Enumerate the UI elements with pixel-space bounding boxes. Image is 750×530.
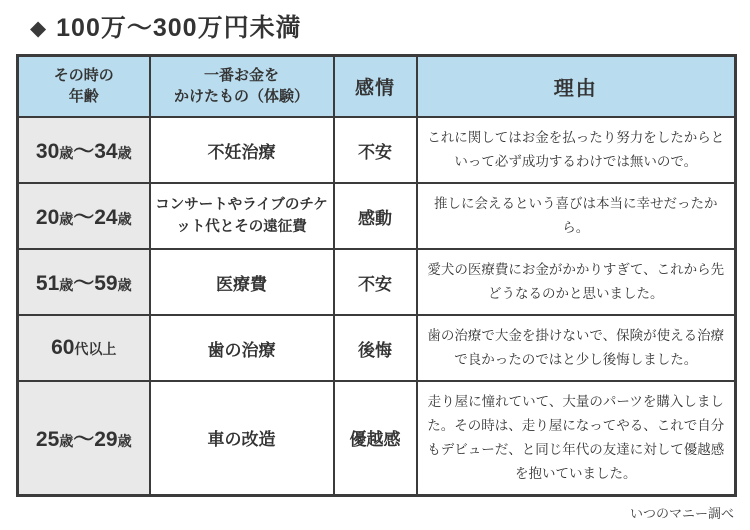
- header-item: 一番お金を かけたもの（体験）: [150, 55, 334, 117]
- table-row: [18, 183, 736, 249]
- data-table: [16, 54, 737, 497]
- section-title-row: [30, 15, 734, 43]
- item-cell: 車の改造: [150, 381, 334, 495]
- age-cell: 20歳〜24歳: [18, 183, 150, 249]
- reason-cell: 推しに会えるという喜びは本当に幸せだったから。: [417, 183, 736, 249]
- table-row: [18, 249, 736, 315]
- diamond-icon: ◆: [30, 17, 47, 41]
- header-age: その時の 年齢: [18, 55, 150, 117]
- reason-cell: これに関してはお金を払ったり努力をしたからといって必ず成功するわけでは無いので。: [417, 117, 736, 183]
- age-cell: 25歳〜29歳: [18, 381, 150, 495]
- table-row: [18, 117, 736, 183]
- table-row: [18, 315, 736, 381]
- page-title: 100万〜300万円未満: [56, 14, 302, 42]
- emotion-cell: 不安: [334, 117, 417, 183]
- item-cell: コンサートやライブのチケット代とその遠征費: [150, 183, 334, 249]
- table-row: [18, 381, 736, 495]
- item-cell: 歯の治療: [150, 315, 334, 381]
- age-cell: 51歳〜59歳: [18, 249, 150, 315]
- age-cell: 30歳〜34歳: [18, 117, 150, 183]
- emotion-cell: 感動: [334, 183, 417, 249]
- reason-cell: 愛犬の医療費にお金がかかりすぎて、これから先どうなるのかと思いました。: [417, 249, 736, 315]
- table-header: [18, 55, 736, 117]
- table-body: [18, 117, 736, 495]
- emotion-cell: 後悔: [334, 315, 417, 381]
- header-row: [18, 55, 736, 117]
- age-cell: 60代以上: [18, 315, 150, 381]
- source-note: いつのマニー調べ: [629, 505, 734, 521]
- item-cell: 不妊治療: [150, 117, 334, 183]
- emotion-cell: 優越感: [334, 381, 417, 495]
- item-cell: 医療費: [150, 249, 334, 315]
- reason-cell: 走り屋に憧れていて、大量のパーツを購入しました。その時は、走り屋になってやる、これで自分もデビューだ、と同じ年代の友達に対して優越感を抱いていました。: [417, 381, 736, 495]
- header-emotion: 感情: [334, 55, 417, 117]
- reason-cell: 歯の治療で大金を掛けないで、保険が使える治療で良かったのではと少し後悔しました。: [417, 315, 736, 381]
- emotion-cell: 不安: [334, 249, 417, 315]
- header-reason: 理由: [417, 55, 736, 117]
